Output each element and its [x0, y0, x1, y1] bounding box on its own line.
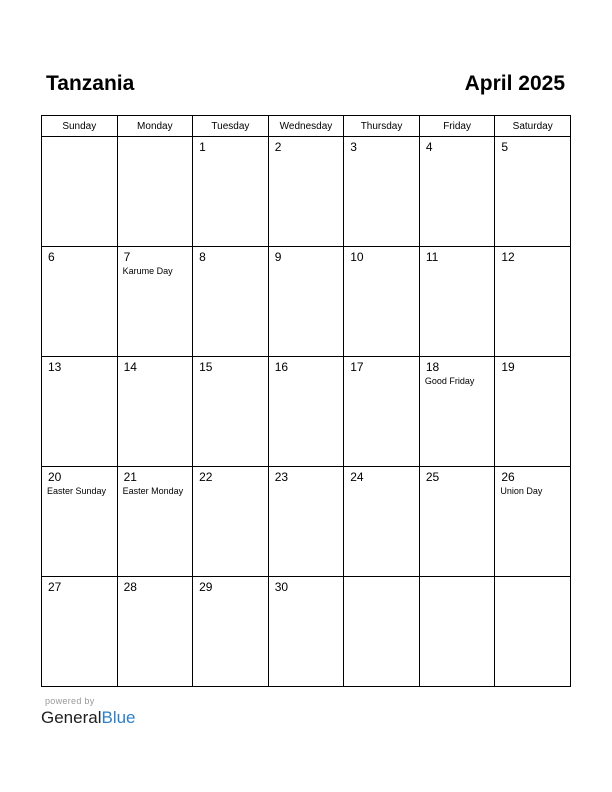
day-number: 2 — [274, 140, 282, 154]
footer-branding — [41, 696, 136, 728]
day-number: 11 — [425, 250, 439, 264]
day-cell — [117, 247, 193, 357]
country-title: Tanzania — [46, 72, 135, 95]
day-number: 28 — [123, 580, 137, 594]
day-number: 21 — [123, 470, 137, 484]
week-row-3 — [42, 357, 571, 467]
brand-part-general: General — [41, 708, 102, 727]
day-number: 22 — [199, 470, 213, 484]
day-cell — [344, 577, 420, 687]
day-number: 24 — [350, 470, 364, 484]
day-cell — [495, 137, 571, 247]
day-number: 6 — [48, 250, 55, 264]
calendar-grid — [41, 115, 571, 687]
day-number: 18 — [425, 360, 440, 374]
day-cell — [117, 577, 193, 687]
holiday-label: Good Friday — [424, 376, 475, 386]
day-number: 16 — [274, 360, 289, 374]
day-cell — [193, 247, 269, 357]
day-number — [495, 577, 570, 580]
day-cell — [344, 467, 420, 577]
day-number: 30 — [274, 580, 289, 594]
day-number: 10 — [350, 250, 364, 264]
day-number: 12 — [501, 250, 515, 264]
day-number: 4 — [425, 140, 433, 154]
day-cell — [344, 357, 420, 467]
week-row-2 — [42, 247, 571, 357]
day-cell — [268, 467, 344, 577]
day-cell — [117, 137, 193, 247]
generalblue-logo[interactable] — [41, 708, 136, 728]
day-cell — [419, 467, 495, 577]
day-cell — [42, 247, 118, 357]
weekday-wednesday: Wednesday — [268, 116, 344, 137]
holiday-label: Easter Monday — [122, 486, 184, 496]
day-number: 3 — [350, 140, 357, 154]
day-cell — [344, 247, 420, 357]
powered-by-text: powered by — [45, 696, 95, 706]
weekday-saturday: Saturday — [495, 116, 571, 137]
day-number: 29 — [199, 580, 213, 594]
day-cell — [193, 467, 269, 577]
weekday-monday: Monday — [117, 116, 193, 137]
day-cell — [495, 357, 571, 467]
day-cell — [193, 577, 269, 687]
day-number: 19 — [501, 360, 515, 374]
day-number — [344, 577, 419, 580]
day-cell — [117, 357, 193, 467]
day-number: 25 — [425, 470, 440, 484]
day-cell — [193, 137, 269, 247]
day-number: 26 — [501, 470, 515, 484]
day-cell — [42, 467, 118, 577]
day-number: 14 — [123, 360, 137, 374]
weekday-header-row — [42, 116, 571, 137]
weekday-thursday: Thursday — [344, 116, 420, 137]
day-cell — [419, 577, 495, 687]
weekday-sunday: Sunday — [42, 116, 118, 137]
weekday-friday: Friday — [419, 116, 495, 137]
day-number: 20 — [48, 470, 62, 484]
day-cell — [268, 577, 344, 687]
day-number: 7 — [123, 250, 131, 264]
day-cell — [495, 247, 571, 357]
day-cell — [193, 357, 269, 467]
day-number: 23 — [274, 470, 289, 484]
day-number: 1 — [199, 140, 206, 154]
day-cell — [419, 247, 495, 357]
day-cell — [419, 137, 495, 247]
day-number — [420, 577, 495, 580]
day-cell — [268, 357, 344, 467]
holiday-label: Union Day — [500, 486, 543, 496]
day-cell — [419, 357, 495, 467]
day-cell — [268, 137, 344, 247]
day-number: 9 — [274, 250, 282, 264]
day-number — [42, 137, 117, 140]
day-cell — [42, 137, 118, 247]
month-year-title: April 2025 — [464, 72, 565, 95]
day-cell — [495, 577, 571, 687]
holiday-label: Karume Day — [122, 266, 173, 276]
day-number: 15 — [199, 360, 213, 374]
weekday-tuesday: Tuesday — [193, 116, 269, 137]
holiday-label: Easter Sunday — [47, 486, 107, 496]
day-number: 5 — [501, 140, 509, 154]
day-number: 27 — [48, 580, 62, 594]
day-cell — [42, 577, 118, 687]
day-cell — [495, 467, 571, 577]
day-number — [118, 137, 193, 140]
day-number: 13 — [48, 360, 62, 374]
day-cell — [268, 247, 344, 357]
day-number: 8 — [199, 250, 206, 264]
day-cell — [117, 467, 193, 577]
brand-part-blue: Blue — [101, 708, 136, 727]
day-cell — [344, 137, 420, 247]
day-cell — [42, 357, 118, 467]
week-row-5 — [42, 577, 571, 687]
day-number: 17 — [350, 360, 364, 374]
week-row-4 — [42, 467, 571, 577]
week-row-1 — [42, 137, 571, 247]
